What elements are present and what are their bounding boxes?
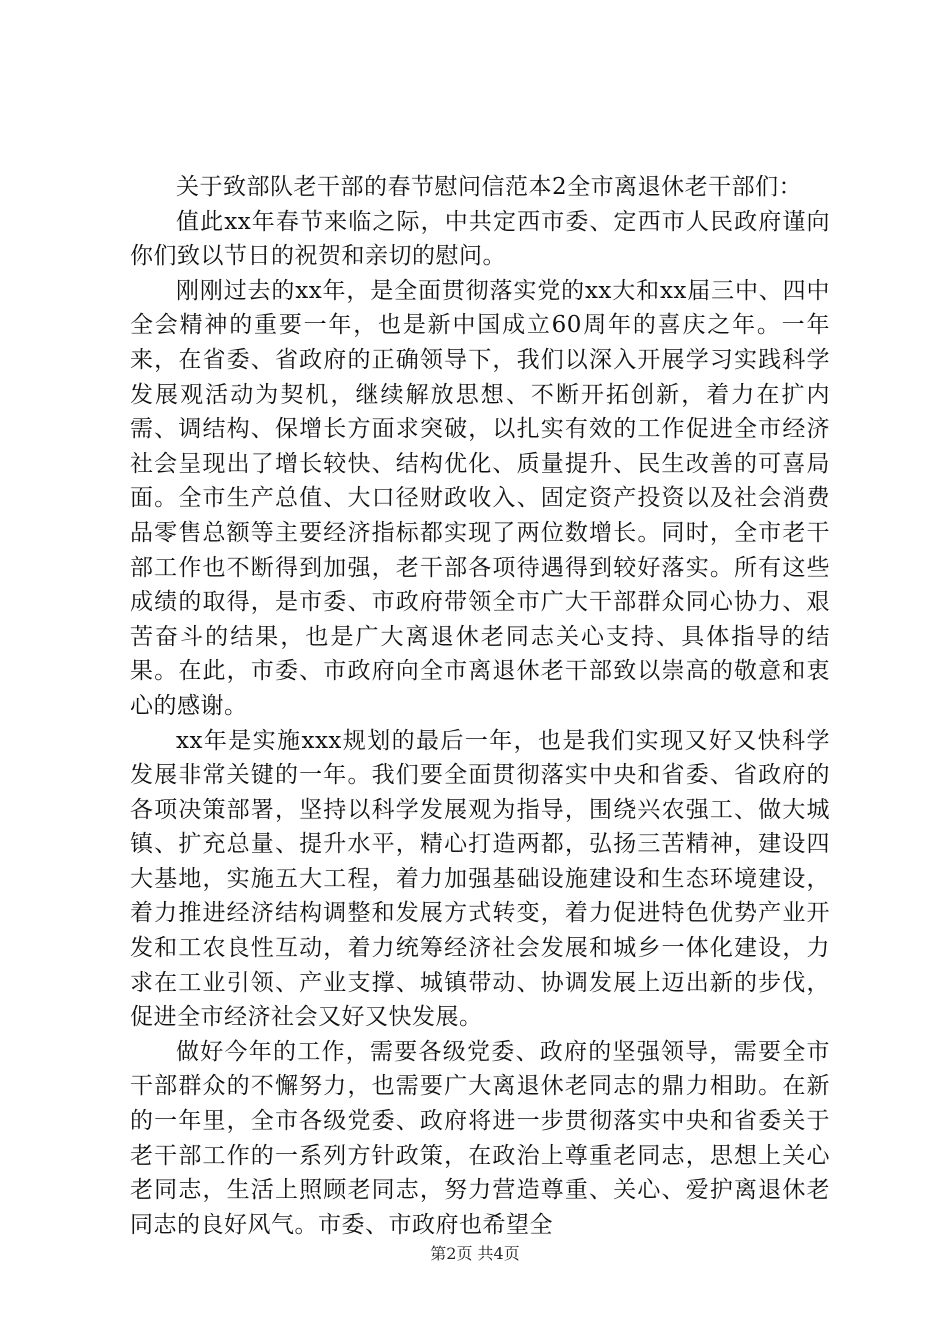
document-body bbox=[130, 170, 830, 1242]
paragraph-review: 刚刚过去的xx年，是全面贯彻落实党的xx大和xx届三中、四中全会精神的重要一年，也是新中国成立60周年的喜庆之年。一年来，在省委、省政府的正确领导下，我们以深入开展学习实践科学发展观活动为契机，继续解放思想、不断开拓创新，着力在扩内需、调结构、保增长方面求突破，以扎实有效的工作促进全市经济社会呈现出了增长较快、结构优化、质量提升、民生改善的可喜局面。全市生产总值、大口径财政收入、固定资产投资以及社会消费品零售总额等主要经济指标都实现了两位数增长。同时，全市老干部工作也不断得到加强，老干部各项待遇得到较好落实。所有这些成绩的取得，是市委、市政府带领全市广大干部群众同心协力、艰苦奋斗的结果，也是广大离退休老同志关心支持、具体指导的结果。在此，市委、市政府向全市离退休老干部致以崇高的敬意和衷心的感谢。 bbox=[130, 277, 830, 719]
paragraph-title-salutation: 关于致部队老干部的春节慰问信范本2全市离退休老干部们： bbox=[176, 174, 803, 200]
paragraph-expectations: 做好今年的工作，需要各级党委、政府的坚强领导，需要全市干部群众的不懈努力，也需要广大离退休老同志的鼎力相助。在新的一年里，全市各级党委、政府将进一步贯彻落实中央和省委关于老干部工作的一系列方针政策，在政治上尊重老同志，思想上关心老同志，生活上照顾老同志，努力营造尊重、关心、爱护离退休老同志的良好风气。市委、市政府也希望全 bbox=[130, 1038, 830, 1238]
page-number: 第2页 共4页 bbox=[430, 1244, 520, 1263]
paragraph-greeting: 值此xx年春节来临之际，中共定西市委、定西市人民政府谨向你们致以节日的祝贺和亲切的慰问。 bbox=[130, 208, 830, 270]
paragraph-plans: xx年是实施xxx规划的最后一年，也是我们实现又好又快科学发展非常关键的一年。我们要全面贯彻落实中央和省委、省政府的各项决策部署，坚持以科学发展观为指导，围绕兴农强工、做大城镇、扩充总量、提升水平，精心打造两都，弘扬三苦精神，建设四大基地，实施五大工程，着力加强基础设施建设和生态环境建设，着力推进经济结构调整和发展方式转变，着力促进特色优势产业开发和工农良性互动，着力统筹经济社会发展和城乡一体化建设，力求在工业引领、产业支撑、城镇带动、协调发展上迈出新的步伐，促进全市经济社会又好又快发展。 bbox=[130, 727, 830, 1031]
